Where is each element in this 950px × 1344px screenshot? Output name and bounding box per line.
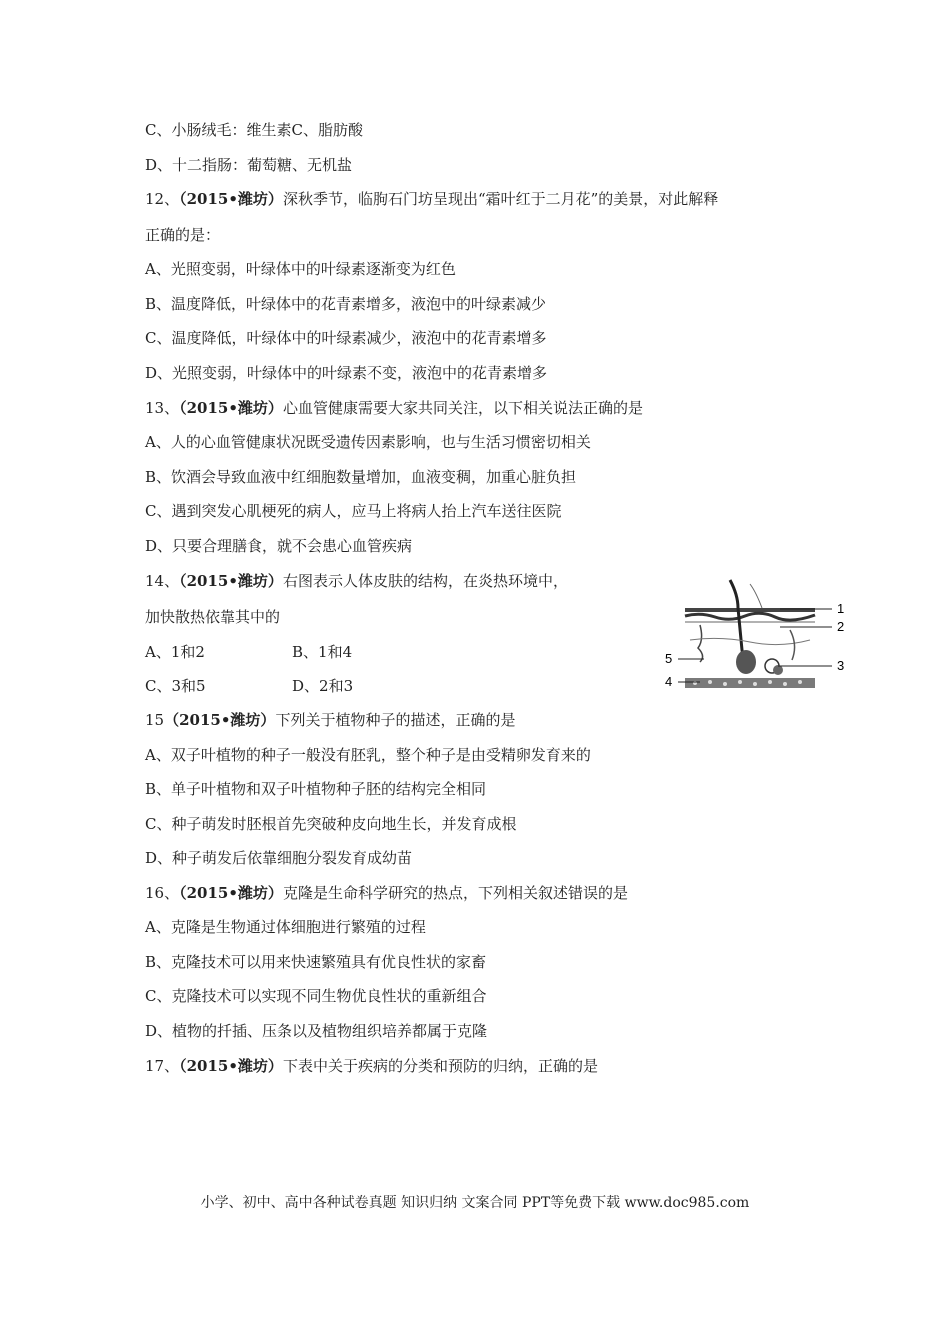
q15-number: 15 bbox=[145, 711, 165, 729]
q12-stem-text: 深秋季节，临朐石门坊呈现出“霜叶红于二月花”的美景，对此解释 bbox=[282, 190, 719, 208]
q12-option-d: D、光照变弱，叶绿体中的叶绿素不变，液泡中的花青素增多 bbox=[145, 364, 548, 382]
q15-stem-text: 下列关于植物种子的描述，正确的是 bbox=[275, 711, 516, 729]
q14-source: （2015•潍坊） bbox=[179, 572, 283, 590]
q13-option-d: D、只要合理膳食，就不会患心血管疾病 bbox=[145, 537, 413, 555]
q16-option-b: B、克隆技术可以用来快速繁殖具有优良性状的家畜 bbox=[145, 953, 487, 971]
q12-option-c: C、温度降低，叶绿体中的叶绿素减少，液泡中的花青素增多 bbox=[145, 329, 547, 347]
q15-option-d: D、种子萌发后依靠细胞分裂发育成幼苗 bbox=[145, 849, 413, 867]
q15-stem bbox=[145, 710, 515, 730]
q14-option-c: C、3和5 bbox=[145, 677, 206, 695]
q16-option-d: D、植物的扦插、压条以及植物组织培养都属于克隆 bbox=[145, 1022, 488, 1040]
q14-stem bbox=[145, 571, 568, 591]
q17-source: （2015•潍坊） bbox=[179, 1057, 283, 1075]
q16-source: （2015•潍坊） bbox=[179, 884, 283, 902]
q16-number: 16、 bbox=[145, 884, 180, 902]
q14-option-b: B、1和4 bbox=[292, 643, 353, 661]
hair-strand bbox=[750, 584, 762, 608]
q17-stem-text: 下表中关于疾病的分类和预防的归纳，正确的是 bbox=[282, 1057, 598, 1075]
q11-option-d: D、十二指肠：葡萄糖、无机盐 bbox=[145, 156, 353, 174]
blood-vessel bbox=[690, 638, 810, 644]
q14-option-a: A、1和2 bbox=[145, 643, 205, 661]
q13-stem-text: 心血管健康需要大家共同关注，以下相关说法正确的是 bbox=[282, 399, 643, 417]
q11-option-c: C、小肠绒毛：维生素C、脂肪酸 bbox=[145, 121, 363, 139]
figure-label-1: 1 bbox=[837, 601, 845, 616]
q16-option-a: A、克隆是生物通过体细胞进行繁殖的过程 bbox=[145, 918, 426, 936]
q16-stem bbox=[145, 883, 628, 903]
q15-option-b: B、单子叶植物和双子叶植物种子胚的结构完全相同 bbox=[145, 780, 487, 798]
q13-stem bbox=[145, 398, 643, 418]
q12-number: 12、 bbox=[145, 190, 180, 208]
q13-option-c: C、遇到突发心肌梗死的病人，应马上将病人抬上汽车送往医院 bbox=[145, 502, 562, 520]
figure-label-3: 3 bbox=[837, 658, 845, 673]
epidermis-wavy-layer bbox=[685, 613, 815, 620]
q16-stem-text: 克隆是生命科学研究的热点，下列相关叙述错误的是 bbox=[282, 884, 628, 902]
q16-option-c: C、克隆技术可以实现不同生物优良性状的重新组合 bbox=[145, 987, 487, 1005]
q12-option-b: B、温度降低，叶绿体中的花青素增多，液泡中的叶绿素减少 bbox=[145, 295, 547, 313]
q14-stem-text: 右图表示人体皮肤的结构，在炎热环境中， bbox=[282, 572, 568, 590]
q12-stem-cont: 正确的是： bbox=[145, 226, 221, 244]
q15-option-c: C、种子萌发时胚根首先突破种皮向地生长，并发育成根 bbox=[145, 815, 517, 833]
hair-follicle bbox=[736, 650, 756, 674]
q13-source: （2015•潍坊） bbox=[179, 399, 283, 417]
capillary bbox=[790, 630, 795, 660]
q17-stem bbox=[145, 1056, 598, 1076]
sweat-duct bbox=[698, 625, 703, 662]
skin-structure-figure bbox=[660, 570, 850, 700]
q14-stem-cont: 加快散热依靠其中的 bbox=[145, 608, 281, 626]
subcutaneous-fat bbox=[685, 678, 815, 688]
page-footer: 小学、初中、高中各种试卷真题 知识归纳 文案合同 PPT等免费下载 www.doc985.com bbox=[200, 1195, 750, 1211]
q12-option-a: A、光照变弱，叶绿体中的叶绿素逐渐变为红色 bbox=[145, 260, 456, 278]
figure-label-5: 5 bbox=[665, 651, 673, 666]
q14-number: 14、 bbox=[145, 572, 180, 590]
figure-label-2: 2 bbox=[837, 619, 845, 634]
q17-number: 17、 bbox=[145, 1057, 180, 1075]
q15-source: （2015•潍坊） bbox=[164, 711, 276, 729]
q14-option-d: D、2和3 bbox=[292, 677, 354, 695]
q15-option-a: A、双子叶植物的种子一般没有胚乳，整个种子是由受精卵发育来的 bbox=[145, 746, 591, 764]
figure-label-4: 4 bbox=[665, 674, 673, 689]
q12-stem bbox=[145, 189, 718, 209]
q13-number: 13、 bbox=[145, 399, 180, 417]
q12-source: （2015•潍坊） bbox=[179, 190, 283, 208]
q13-option-a: A、人的心血管健康状况既受遗传因素影响，也与生活习惯密切相关 bbox=[145, 433, 591, 451]
q13-option-b: B、饮酒会导致血液中红细胞数量增加，血液变稠，加重心脏负担 bbox=[145, 468, 577, 486]
